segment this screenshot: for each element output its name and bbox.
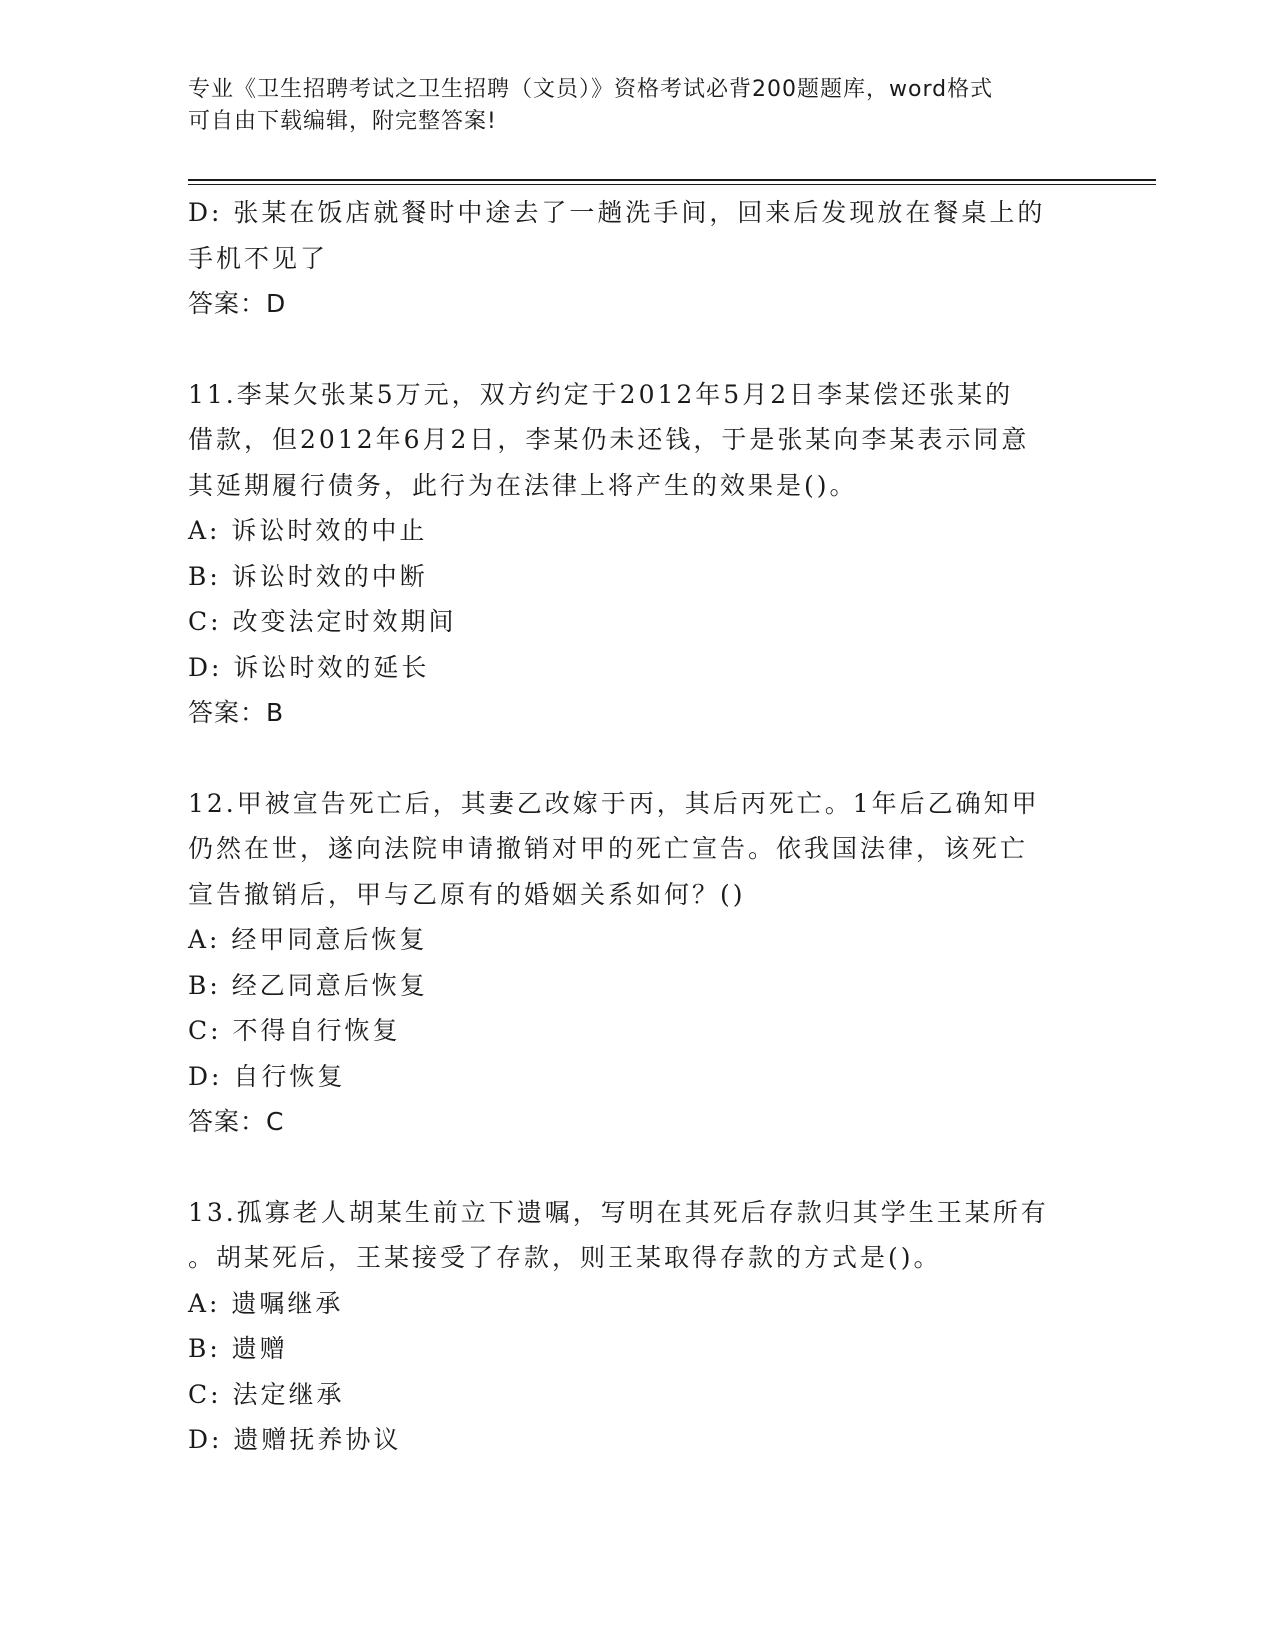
- question-stem-line: 13.孤寡老人胡某生前立下遗嘱，写明在其死后存款归其学生王某所有: [188, 1197, 1049, 1227]
- option-c: C: 不得自行恢复: [188, 1016, 401, 1045]
- question-content: [188, 190, 1088, 1463]
- header-divider-thick: [188, 179, 1156, 181]
- option-b: B: 遗赠: [188, 1334, 288, 1363]
- option-a: A: 遗嘱继承: [188, 1288, 344, 1318]
- question-stem-line: 。胡某死后，王某接受了存款，则王某取得存款的方式是()。: [188, 1243, 942, 1272]
- question-12: [188, 781, 1088, 1145]
- option-d-line-1: D: 张某在饭店就餐时中途去了一趟洗手间，回来后发现放在餐桌上的: [188, 198, 1046, 227]
- option-a: A: 经甲同意后恢复: [188, 925, 428, 954]
- option-c: C: 改变法定时效期间: [188, 607, 457, 636]
- header-title-line-1: 专业《卫生招聘考试之卫生招聘（文员）》资格考试必背200题题库，word格式: [188, 77, 994, 102]
- option-d-line-2: 手机不见了: [188, 243, 329, 273]
- option-b: B: 经乙同意后恢复: [188, 970, 428, 1000]
- question-stem-line: 12.甲被宣告死亡后，其妻乙改嫁于丙，其后丙死亡。1年后乙确知甲: [188, 788, 1040, 818]
- option-d: D: 自行恢复: [188, 1061, 346, 1091]
- question-fragment: [188, 190, 1088, 327]
- header-divider-thin: [188, 184, 1156, 185]
- question-11: [188, 372, 1088, 736]
- page-header: [188, 74, 1068, 138]
- question-13: [188, 1190, 1088, 1463]
- question-stem-line: 11.李某欠张某5万元，双方约定于2012年5月2日李某偿还张某的: [188, 379, 1014, 409]
- option-a: A: 诉讼时效的中止: [188, 516, 428, 545]
- answer-line: 答案：C: [188, 1107, 285, 1136]
- question-stem-line: 仍然在世，遂向法院申请撤销对甲的死亡宣告。依我国法律，该死亡: [188, 834, 1029, 863]
- header-title-line-2: 可自由下载编辑，附完整答案!: [188, 109, 497, 134]
- option-d: D: 诉讼时效的延长: [188, 652, 430, 682]
- option-b: B: 诉讼时效的中断: [188, 561, 428, 591]
- option-c: C: 法定继承: [188, 1379, 345, 1409]
- question-stem-line: 宣告撤销后，甲与乙原有的婚姻关系如何？(): [188, 879, 746, 909]
- answer-line: 答案：D: [188, 289, 287, 318]
- answer-line: 答案：B: [188, 698, 285, 727]
- option-d: D: 遗赠抚养协议: [188, 1425, 402, 1454]
- question-stem-line: 借款，但2012年6月2日，李某仍未还钱，于是张某向李某表示同意: [188, 425, 1030, 454]
- question-stem-line: 其延期履行债务，此行为在法律上将产生的效果是()。: [188, 470, 858, 500]
